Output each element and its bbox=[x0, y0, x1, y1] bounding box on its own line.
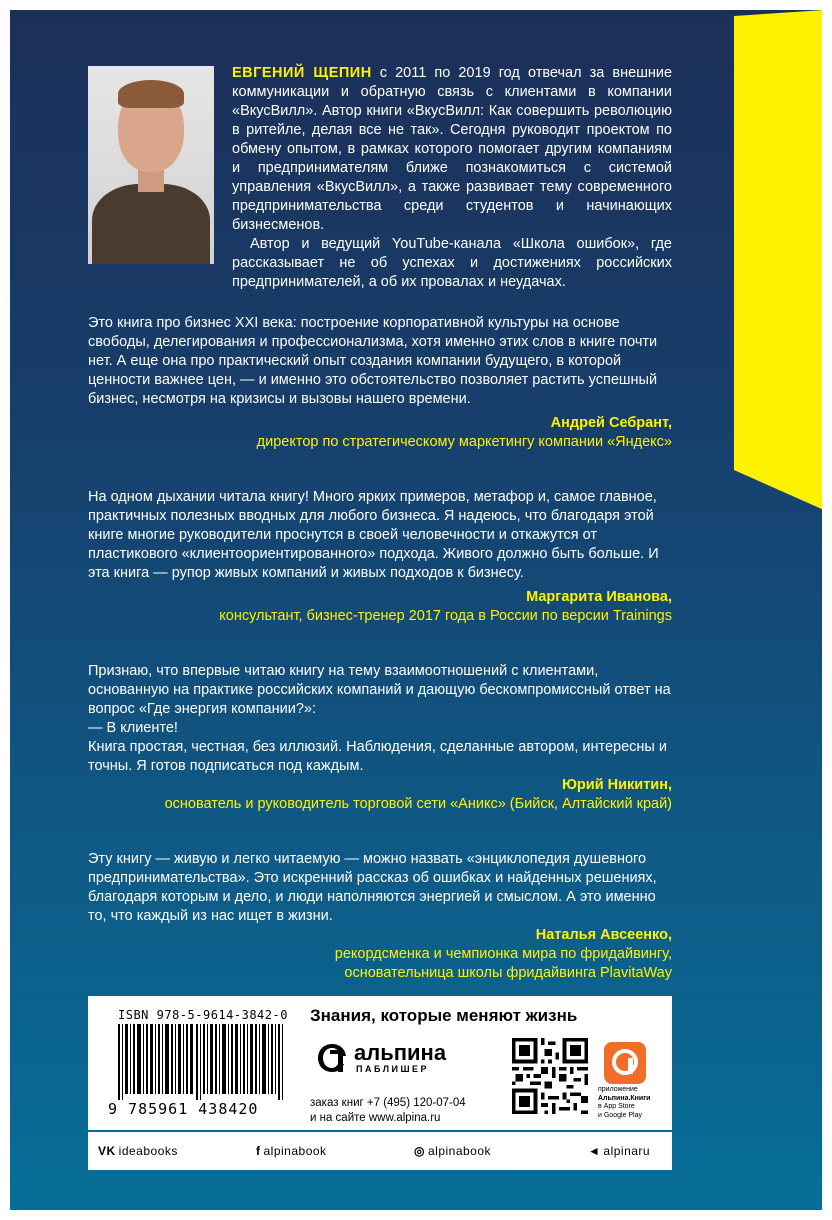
reviewer-name: Маргарита Иванова, bbox=[526, 589, 672, 605]
order-info bbox=[310, 1096, 466, 1126]
publisher-logo bbox=[316, 1042, 466, 1076]
social-telegram[interactable] bbox=[588, 1144, 650, 1158]
publisher-tagline: Знания, которые меняют жизнь bbox=[310, 1006, 578, 1025]
author-bio-text-2: Автор и ведущий YouTube-канала «Школа ошибок», где рассказывает не об успехах и достижениях российских предпринимателей, а об их провалах и неудачах. bbox=[232, 236, 672, 290]
publisher-panel bbox=[88, 996, 672, 1130]
alpina-logo-icon bbox=[316, 1042, 348, 1074]
telegram-icon: ◄ bbox=[588, 1144, 601, 1158]
barcode-digits: 9 785961 438420 bbox=[108, 1100, 259, 1118]
book-back-cover bbox=[10, 10, 822, 1210]
reviewer-role: основательница школы фридайвинга PlavitaWay bbox=[344, 965, 672, 981]
app-promo-line: Альпина.Книги bbox=[598, 1094, 651, 1102]
social-label: alpinabook bbox=[263, 1144, 327, 1158]
reviewer-name: Юрий Никитин, bbox=[561, 777, 672, 793]
social-instagram[interactable] bbox=[414, 1144, 491, 1158]
review-2 bbox=[88, 488, 672, 626]
publisher-name: альпина bbox=[354, 1040, 447, 1065]
review-text: Признаю, что впервые читаю книгу на тему взаимоотношений с клиентами, основанную на практике российских компаний и дающую бескомпромиссный ответ на вопрос «Где энергия компании?»: bbox=[88, 663, 671, 717]
app-promo bbox=[598, 1086, 668, 1120]
review-1 bbox=[88, 314, 672, 452]
order-phone: заказ книг +7 (495) 120-07-04 bbox=[310, 1097, 466, 1109]
review-4 bbox=[88, 850, 672, 983]
social-label: ideabooks bbox=[118, 1144, 178, 1158]
vk-icon: VK bbox=[98, 1144, 116, 1158]
barcode-icon bbox=[118, 1024, 288, 1100]
social-label: alpinabook bbox=[427, 1144, 492, 1158]
social-facebook[interactable] bbox=[256, 1144, 327, 1158]
author-bio bbox=[232, 64, 672, 292]
author-name: ЕВГЕНИЙ ЩЕПИН bbox=[232, 65, 372, 81]
review-3 bbox=[88, 662, 672, 814]
app-promo-line: приложение bbox=[598, 1086, 638, 1093]
qr-code-icon bbox=[512, 1038, 588, 1114]
author-photo bbox=[88, 66, 214, 264]
reviewer-name: Андрей Себрант, bbox=[550, 415, 672, 431]
social-bar bbox=[88, 1132, 672, 1170]
reviewer-role: рекордсменка и чемпионка мира по фридайвингу, bbox=[334, 946, 672, 962]
facebook-icon: f bbox=[256, 1144, 261, 1158]
instagram-icon: ◎ bbox=[414, 1144, 425, 1158]
reviewer-role: основатель и руководитель торговой сети «Аникс» (Бийск, Алтайский край) bbox=[164, 796, 672, 812]
alpina-app-icon bbox=[604, 1042, 646, 1084]
author-bio-text: с 2011 по 2019 год отвечал за внешние коммуникации и обратную связь с клиентами в компании «ВкусВилл». Автор книги «ВкусВилл: Как совершить революцию в ритейле, делая все не так». Сегодня руководит проектом по обмену опытом, в рамках которого помогает другим компаниям и предпринимателям ближе познакомиться с системой управления «ВкусВилл», а также развивает тему современного предпринимательства среди студентов и начинающих бизнесменов. bbox=[232, 65, 673, 233]
yellow-accent-strip bbox=[734, 10, 822, 510]
app-promo-line: и Google Play bbox=[598, 1111, 642, 1119]
reviewer-name: Наталья Авсеенко, bbox=[535, 927, 672, 943]
review-text: Книга простая, честная, без иллюзий. Наблюдения, сделанные автором, интересны и точны. Я готов подписаться под каждым. bbox=[88, 739, 667, 774]
social-label: alpinaru bbox=[603, 1144, 651, 1158]
isbn-text: ISBN 978-5-9614-3842-0 bbox=[118, 1008, 288, 1022]
review-text: На одном дыхании читала книгу! Много ярких примеров, метафор и, самое главное, практичных полезных вводных для любого бизнеса. Я надеюсь, что благодаря этой книге многие руководители проснутся в своей человечности и откажутся от пластикового «клиентоориентированного» подхода. Живого должно быть больше. И эта книга — рупор живых компаний и живых подходов к бизнесу. bbox=[88, 489, 659, 581]
review-text: Эту книгу — живую и легко читаемую — можно назвать «энциклопедия душевного предпринимательства». Это искренний рассказ об ошибках и найденных решениях, благодаря которым и дело, и люди наполняются энергией и смыслом. А это именно то, что каждый из нас ищет в жизни. bbox=[88, 851, 657, 924]
review-text: Это книга про бизнес XXI века: построение корпоративной культуры на основе свободы, делегирования и профессионализма, хотя именно этих слов в книге почти нет. А еще она про практический опыт создания компании будущего, в которой ценности важнее цен, — и именно это обстоятельство позволяет растить успешный бизнес, несмотря на кризисы и вызовы нашего времени. bbox=[88, 315, 658, 407]
publisher-sub: ПАБЛИШЕР bbox=[356, 1064, 430, 1074]
reviewer-role: директор по стратегическому маркетингу компании «Яндекс» bbox=[256, 434, 672, 450]
review-text: — В клиенте! bbox=[88, 720, 178, 736]
order-website: и на сайте www.alpina.ru bbox=[310, 1112, 441, 1124]
app-promo-line: в App Store bbox=[598, 1103, 635, 1110]
social-vk[interactable] bbox=[98, 1144, 178, 1158]
reviewer-role: консультант, бизнес-тренер 2017 года в России по версии Trainings bbox=[219, 608, 672, 624]
